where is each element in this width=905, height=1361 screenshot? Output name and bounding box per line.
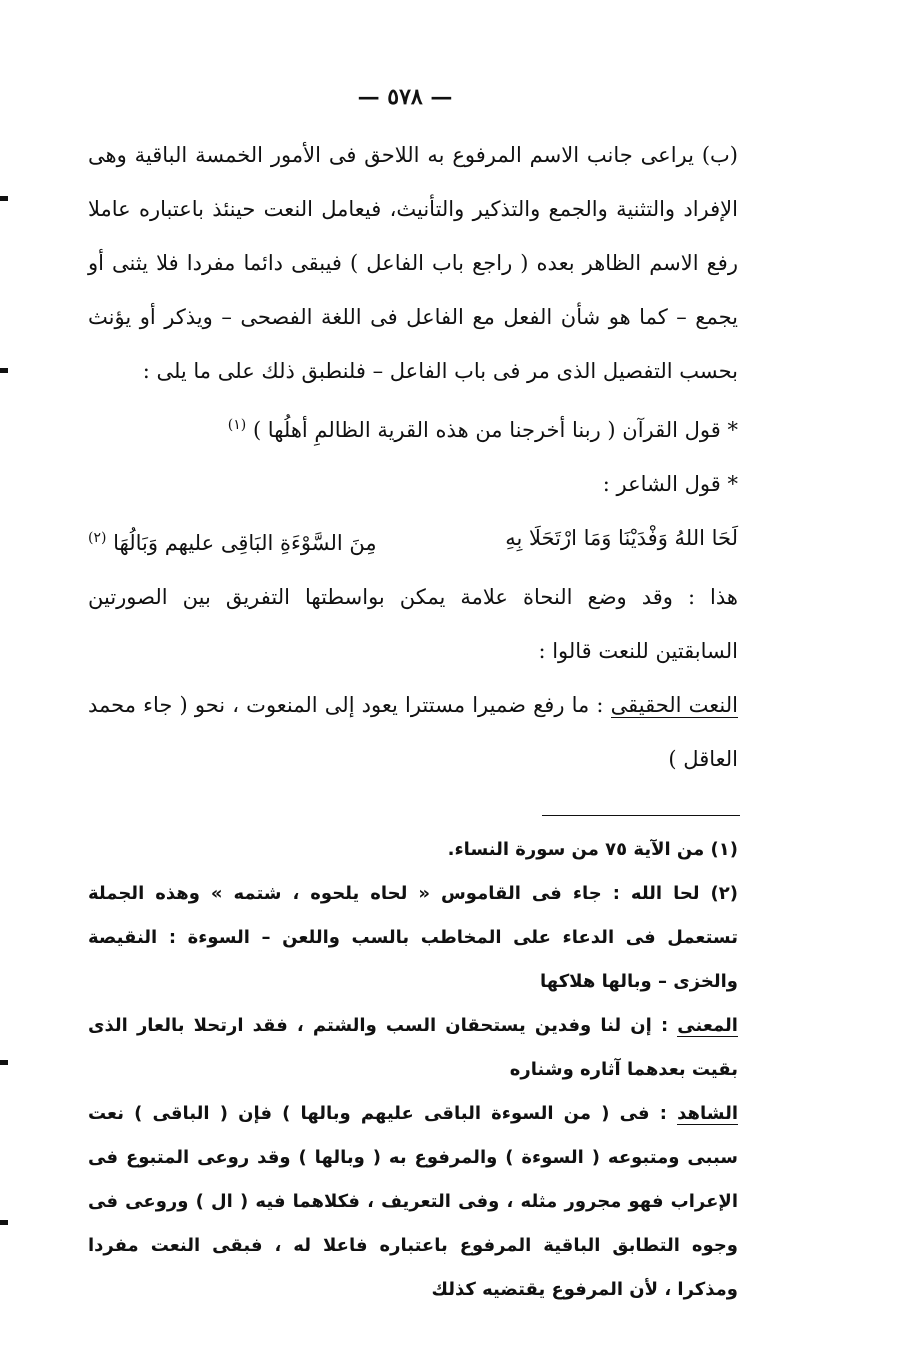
footnotes bbox=[88, 828, 738, 1312]
paragraph-b: (ب) يراعى جانب الاسم المرفوع به اللاحق فى الأمور الخمسة الباقية وهى الإفراد والتثنية والجمع والتذكير والتأنيث، فيعامل النعت حينئذ باعتباره عاملا رفع الاسم الظاهر بعده ( راجع باب الفاعل ) فيبقى دائما مفردا فلا يثنى أو يجمع – كما هو شأن الفعل مع الفاعل فى اللغة الفصحى – ويذكر أو يؤنث بحسب التفصيل الذى مر فى باب الفاعل – فلنطبق ذلك على ما يلى : bbox=[88, 143, 738, 383]
poet-example: * قول الشاعر : bbox=[602, 472, 738, 496]
footnote-meaning bbox=[88, 1004, 738, 1092]
verse-first-hemistich: لَحَا اللهُ وَفْدَيْنَا وَمَا ارْتَحَلَا بِهِ bbox=[505, 526, 738, 550]
margin-mark bbox=[0, 196, 8, 201]
footnote-ref-1: (١) bbox=[227, 417, 247, 433]
footnote-ref-2: (٢) bbox=[88, 530, 107, 546]
evidence-text: : فى ( من السوءة الباقى عليهم وبالها ) فإن ( الباقى ) نعت سببى ومتبوعه ( السوءة ) والمرفوع به ( وبالها ) وقد روعى المتبوع فى الإعراب فهو مجرور مثله ، وفى التعريف ، فكلاهما فيه ( ال ) وروعى فى وجوه التطابق الباقية المرفوع باعتباره فاعلا له ، فبقى النعت مفردا ومذكرا ، لأن المرفوع يقتضيه كذلك bbox=[88, 1103, 738, 1300]
footnote-1: (١) من الآية ٧٥ من سورة النساء. bbox=[447, 839, 738, 860]
footnote-2: (٢) لحا الله : جاء فى القاموس « لحاه يلحوه ، شتمه » وهذه الجملة تستعمل فى الدعاء على المخاطب بالسب واللعن – السوءة : النقيصة والخزى – وبالها هلاكها bbox=[88, 883, 738, 992]
note-paragraph: هذا : وقد وضع النحاة علامة يمكن بواسطتها التفريق بين الصورتين السابقتين للنعت قالوا : bbox=[88, 585, 738, 663]
page-number: — ٥٧٨ — bbox=[357, 84, 453, 110]
meaning-term: المعنى bbox=[677, 1015, 738, 1036]
meaning-text: : إن لنا وفدين يستحقان السب والشتم ، فقد ارتحلا بالعار الذى بقيت بعدهما آثاره وشناره bbox=[88, 1015, 738, 1080]
main-text bbox=[88, 128, 738, 786]
quran-example bbox=[88, 398, 738, 457]
footnote-evidence bbox=[88, 1092, 738, 1312]
verse-second-hemistich bbox=[88, 511, 377, 570]
margin-mark bbox=[0, 368, 8, 373]
margin-mark bbox=[0, 1060, 8, 1065]
definition-term: النعت الحقيقى bbox=[610, 693, 738, 717]
evidence-term: الشاهد bbox=[677, 1103, 738, 1124]
definition-paragraph bbox=[88, 678, 738, 786]
poetry-verse bbox=[88, 511, 738, 570]
quran-example-text: * قول القرآن ( ربنا أخرجنا من هذه القرية الظالمِ أهلُها ) bbox=[252, 418, 738, 442]
verse-second-hemistich-text: مِنَ السَّوْءَةِ البَاقِى عليهم وَبَالُهَا bbox=[113, 531, 377, 555]
definition-text: : ما رفع ضميرا مستترا يعود إلى المنعوت ، نحو ( جاء محمد العاقل ) bbox=[88, 693, 738, 771]
margin-mark bbox=[0, 1220, 8, 1225]
footnote-separator bbox=[542, 815, 740, 816]
